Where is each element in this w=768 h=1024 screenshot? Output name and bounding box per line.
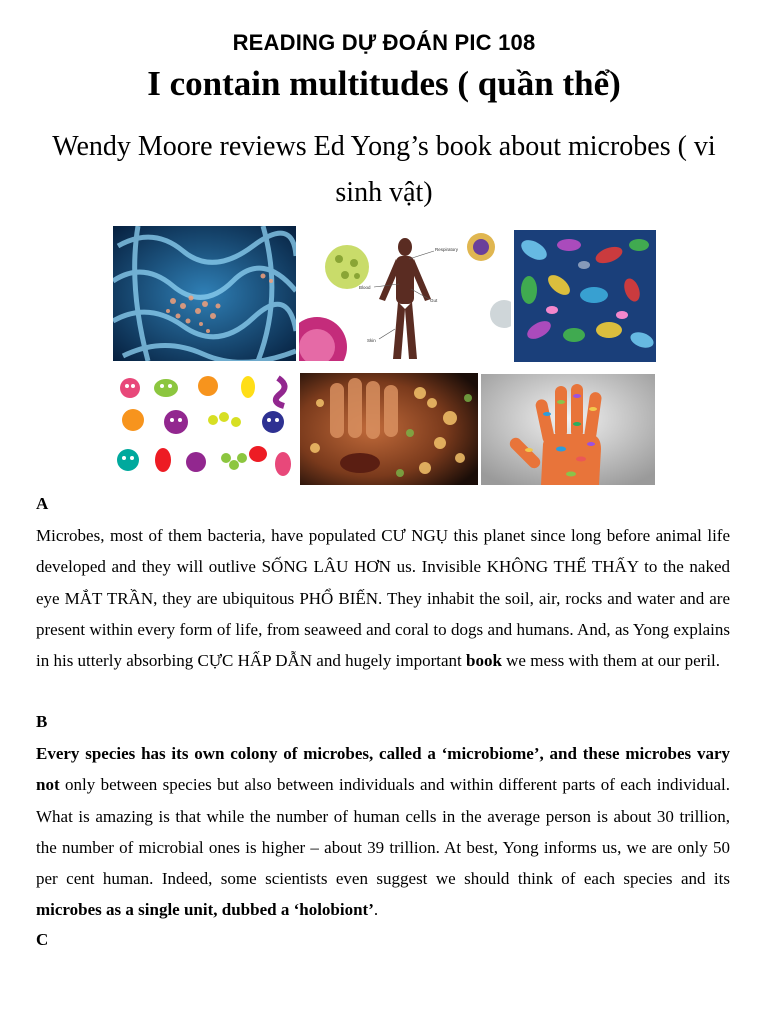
section-b-bold-tail: microbes as a single unit, dubbed a ‘holobiont’ [36, 900, 374, 920]
respiratory-label: Respiratory [435, 247, 459, 252]
blood-label: Blood [359, 285, 371, 290]
section-b-bold-text: Every species has its own colony of microbes, called a ‘microbiome’, and these microbes vary not [36, 744, 730, 795]
hand-bacteria-image [481, 374, 655, 485]
subtitle: Wendy Moore reviews Ed Yong’s book about microbes ( vi sinh vật) [52, 131, 716, 208]
intestine-bacteria-image [113, 226, 296, 361]
human-body-microbes-image [299, 229, 511, 361]
book-link-text: book [465, 651, 502, 671]
skin-label: Skin [367, 338, 376, 343]
gut-label: Gut [430, 298, 438, 303]
section-a-text-2: we mess with them at our peril. [501, 651, 721, 671]
section-a-letter: A [36, 494, 49, 513]
section-b-letter: B [36, 712, 48, 731]
section-a-text-1: Microbes, most of them bacteria, have populated CƯ NGỤ this planet since long before animal life developed and they will outlive SỐNG LÂU HƠN us. Invisible KHÔNG THỂ THẤY to the naked eye MẮT TRẦN, they are ubiquitous PHỔ BIẾN. They inhabit the soil, air, rocks and water and are present within every form of life, from seaweed and coral to dogs and humans. And, as Yong explains in his utterly absorbing CỰC HẤP DẪN and hugely important [36, 526, 730, 671]
section-b-text: only between species but also between individuals and within different parts of each individual. What is amazing is that while the number of human cells in the average person is about 30 trillion, the number of microbial ones is higher – about 39 trillion. At best, Yong informs us, we are only 50 per cent human. Indeed, some scientists even suggest we should think of each species and its [36, 775, 730, 889]
top-heading: READING DỰ ĐOÁN PIC 108 [232, 30, 536, 55]
section-b-paragraph [36, 738, 730, 926]
cartoon-microbes-image [108, 372, 296, 484]
face-hands-microbes-image [300, 373, 478, 485]
section-c-letter: C [36, 930, 49, 949]
colorful-bacteria-image [514, 230, 656, 362]
page-title: I contain multitudes ( quần thể) [147, 64, 621, 103]
section-b-end: . [373, 900, 379, 920]
section-a-paragraph [36, 520, 730, 676]
